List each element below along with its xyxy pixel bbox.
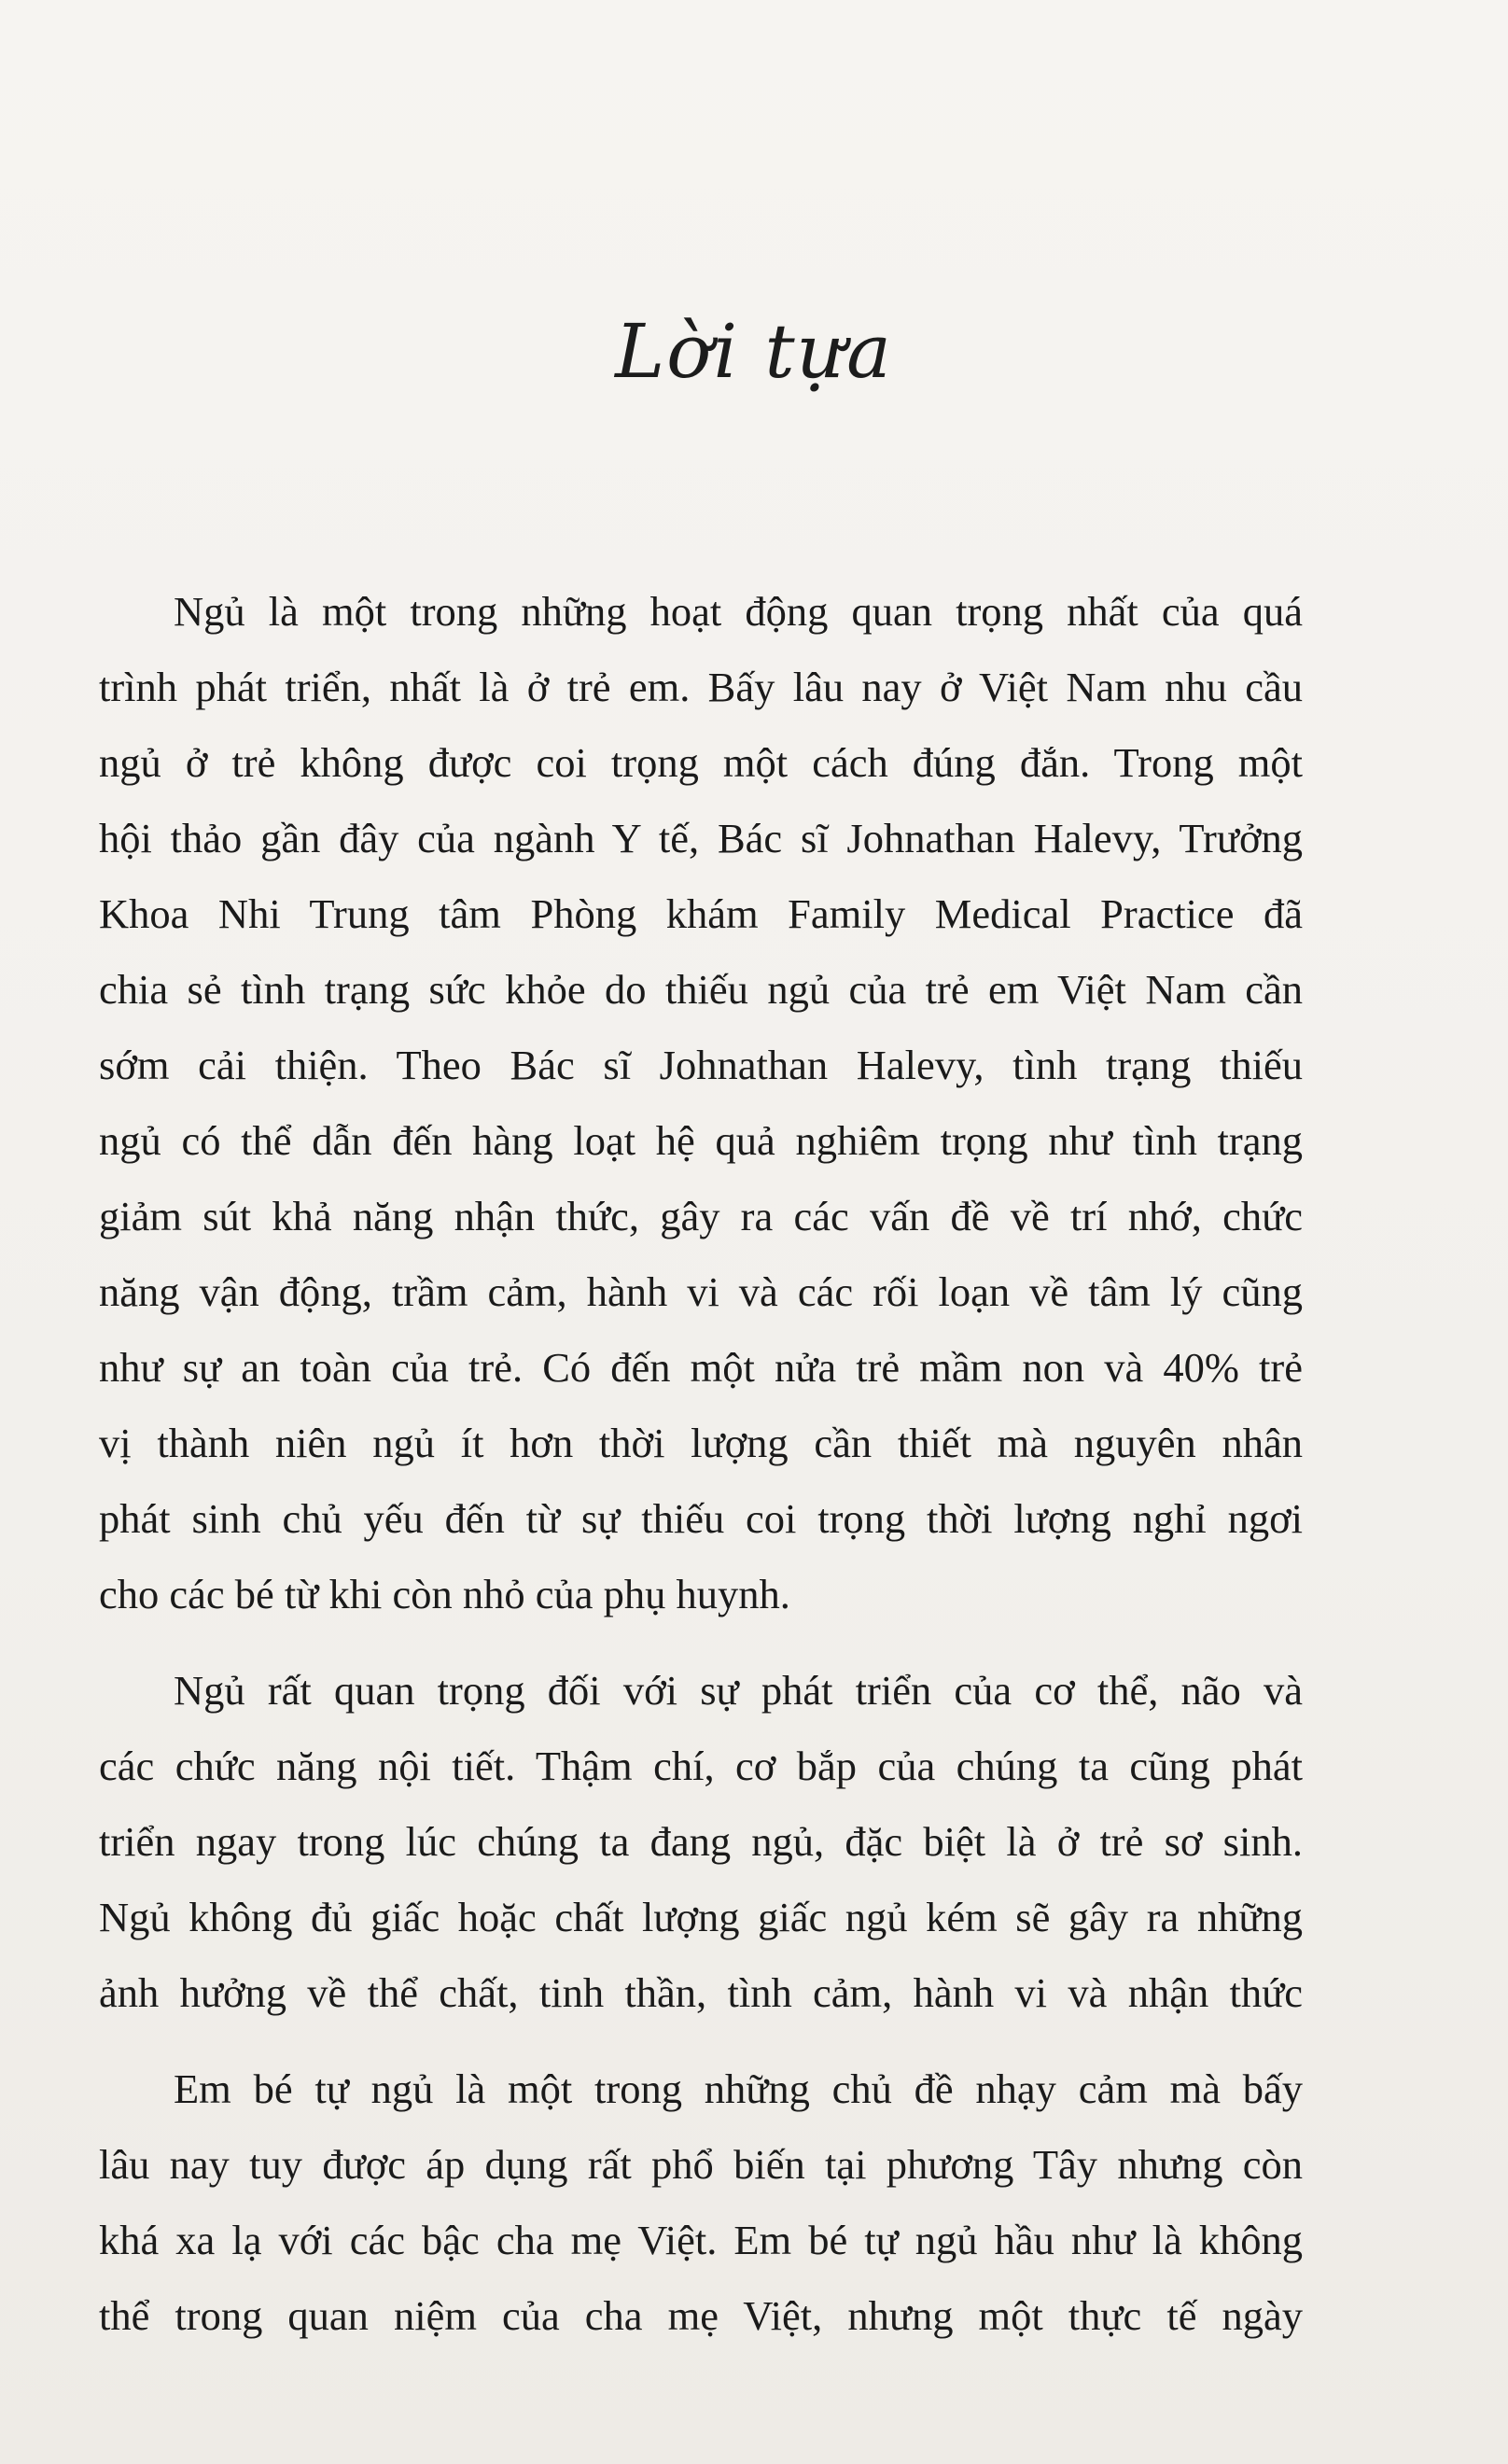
- text-line: Em bé tự ngủ là một trong những chủ đề nhạy cảm mà bấy: [174, 2065, 1303, 2112]
- text-line: phát sinh chủ yếu đến từ sự thiếu coi trọng thời lượng nghỉ ngơi: [99, 1495, 1303, 1542]
- paragraph-gap: [99, 2031, 1303, 2051]
- paragraph-gap: [99, 1632, 1303, 1653]
- paragraph-2: [99, 1653, 1303, 2031]
- text-line: ảnh hưởng về thể chất, tinh thần, tình cảm, hành vi và nhận thức: [99, 1969, 1303, 2016]
- text-line: hội thảo gần đây của ngành Y tế, Bác sĩ Johnathan Halevy, Trưởng: [99, 815, 1303, 861]
- text-line: vị thành niên ngủ ít hơn thời lượng cần thiết mà nguyên nhân: [99, 1420, 1303, 1466]
- text-line: ngủ có thể dẫn đến hàng loạt hệ quả nghiêm trọng như tình trạng: [99, 1117, 1303, 1164]
- text-line: sớm cải thiện. Theo Bác sĩ Johnathan Halevy, tình trạng thiếu: [99, 1042, 1303, 1088]
- text-line: cho các bé từ khi còn nhỏ của phụ huynh.: [99, 1571, 790, 1617]
- chapter-title: Lời tựa: [615, 308, 893, 395]
- text-line: Ngủ không đủ giấc hoặc chất lượng giấc ngủ kém sẽ gây ra những: [99, 1894, 1303, 1940]
- text-line: triển ngay trong lúc chúng ta đang ngủ, đặc biệt là ở trẻ sơ sinh.: [99, 1818, 1303, 1865]
- paragraph-1: [99, 574, 1303, 1632]
- text-line: như sự an toàn của trẻ. Có đến một nửa trẻ mầm non và 40% trẻ: [99, 1344, 1303, 1391]
- paragraph-3: [99, 2051, 1303, 2354]
- text-line: thể trong quan niệm của cha mẹ Việt, nhưng một thực tế ngày: [99, 2292, 1303, 2339]
- text-line: lâu nay tuy được áp dụng rất phổ biến tại phương Tây nhưng còn: [99, 2141, 1303, 2188]
- text-line: Ngủ rất quan trọng đối với sự phát triển của cơ thể, não và: [174, 1667, 1303, 1714]
- text-line: trình phát triển, nhất là ở trẻ em. Bấy lâu nay ở Việt Nam nhu cầu: [99, 664, 1303, 710]
- text-line: Khoa Nhi Trung tâm Phòng khám Family Medical Practice đã: [99, 890, 1303, 937]
- body-text: [99, 574, 1303, 2354]
- text-line: khá xa lạ với các bậc cha mẹ Việt. Em bé tự ngủ hầu như là không: [99, 2217, 1303, 2263]
- text-line: giảm sút khả năng nhận thức, gây ra các vấn đề về trí nhớ, chức: [99, 1193, 1303, 1239]
- text-line: năng vận động, trầm cảm, hành vi và các rối loạn về tâm lý cũng: [99, 1268, 1303, 1315]
- text-line: Ngủ là một trong những hoạt động quan trọng nhất của quá: [174, 588, 1303, 635]
- text-line: chia sẻ tình trạng sức khỏe do thiếu ngủ của trẻ em Việt Nam cần: [99, 966, 1303, 1013]
- text-line: các chức năng nội tiết. Thậm chí, cơ bắp của chúng ta cũng phát: [99, 1743, 1303, 1789]
- text-line: ngủ ở trẻ không được coi trọng một cách đúng đắn. Trong một: [99, 739, 1303, 786]
